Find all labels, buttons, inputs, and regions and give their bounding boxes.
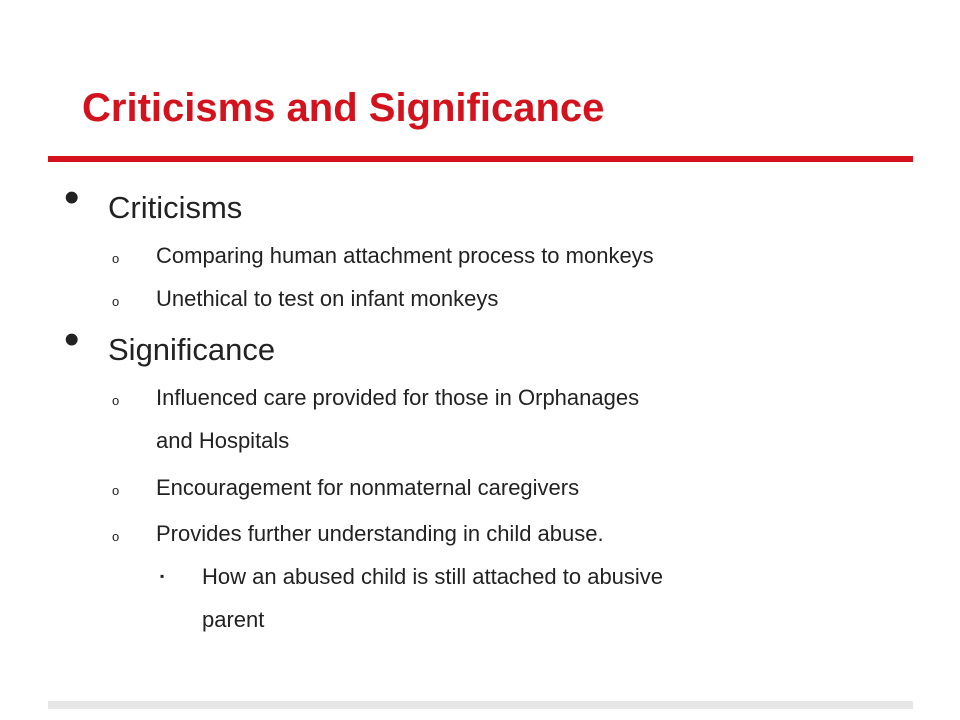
list-item	[112, 467, 580, 509]
list-item-text: Encouragement for nonmaternal caregivers	[156, 475, 580, 500]
list-item-text: Influenced care provided for those in Orphanages	[156, 385, 640, 410]
sub-list-item-text: How an abused child is still attached to abusive	[202, 564, 664, 589]
bullet-circle-icon: o	[112, 393, 120, 408]
bullet-circle-icon: o	[112, 294, 120, 309]
bullet-circle-icon: o	[112, 251, 120, 266]
bullet-criticisms	[64, 173, 243, 228]
list-item-text: Provides further understanding in child abuse.	[156, 521, 604, 546]
section-heading: Criticisms	[108, 190, 243, 225]
bullet-significance	[64, 315, 276, 370]
bullet-dot-icon: •	[64, 315, 80, 364]
list-item-continuation	[156, 420, 289, 462]
list-item	[112, 278, 499, 320]
section-heading: Significance	[108, 332, 276, 367]
list-item-text: and Hospitals	[156, 428, 290, 453]
title-divider	[48, 156, 913, 162]
bullet-circle-icon: o	[112, 483, 120, 498]
footer-bar	[48, 701, 913, 709]
list-item-text: Unethical to test on infant monkeys	[156, 286, 499, 311]
bullet-dot-icon: •	[64, 173, 80, 222]
list-item	[112, 235, 654, 277]
list-item-text: Comparing human attachment process to monkeys	[156, 243, 654, 268]
bullet-circle-icon: o	[112, 529, 120, 544]
sub-list-item	[160, 556, 664, 598]
bullet-square-icon: ▪	[160, 569, 165, 583]
sub-list-item-continuation	[202, 599, 264, 641]
list-item	[112, 513, 604, 555]
list-item	[112, 377, 640, 419]
sub-list-item-text: parent	[202, 607, 265, 632]
slide-title: Criticisms and Significance	[82, 86, 605, 130]
